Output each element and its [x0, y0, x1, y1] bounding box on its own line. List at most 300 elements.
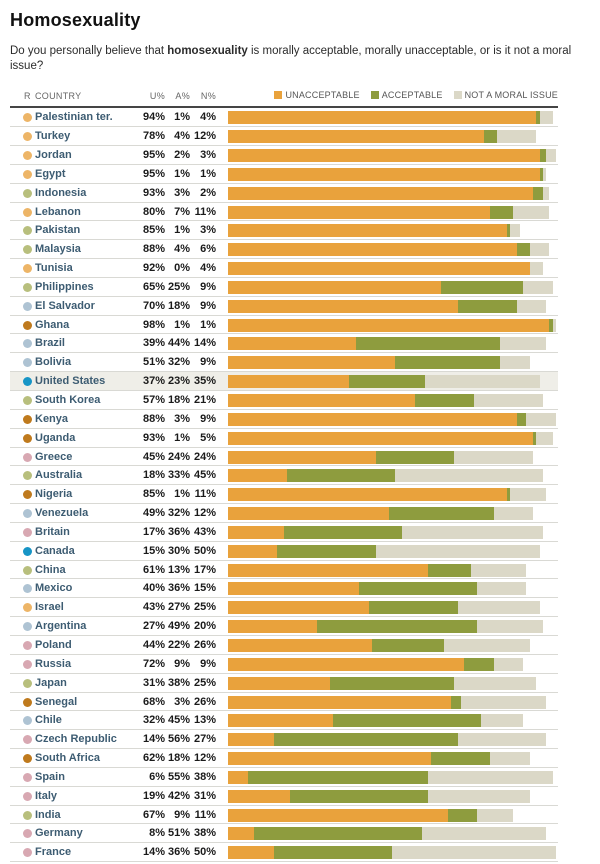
table-row[interactable] — [10, 485, 558, 504]
stacked-bar — [228, 507, 556, 520]
table-row[interactable] — [10, 353, 558, 372]
bar-segment-unacceptable — [228, 677, 330, 690]
bar-segment-unacceptable — [228, 130, 484, 143]
region-dot-icon — [23, 151, 32, 160]
bar-segment-not-moral-issue — [428, 790, 530, 803]
bar-segment-acceptable — [274, 733, 458, 746]
bar-segment-unacceptable — [228, 149, 540, 162]
bar-segment-unacceptable — [228, 394, 415, 407]
bar-segment-not-moral-issue — [481, 714, 524, 727]
column-header-country: COUNTRY — [35, 91, 82, 102]
bar-segment-unacceptable — [228, 752, 431, 765]
not-moral-issue-value: 6% — [200, 243, 216, 256]
bar-segment-not-moral-issue — [510, 224, 520, 237]
bar-segment-unacceptable — [228, 111, 536, 124]
country-label: Kenya — [35, 412, 69, 425]
region-dot-icon — [23, 415, 32, 424]
column-header-region: R — [24, 91, 31, 102]
stacked-bar — [228, 714, 556, 727]
unacceptable-value: 44% — [142, 638, 165, 651]
unacceptable-value: 31% — [142, 676, 165, 689]
unacceptable-value: 92% — [142, 262, 165, 275]
bar-segment-acceptable — [317, 620, 478, 633]
bar-segment-acceptable — [284, 526, 402, 539]
country-label: Palestinian ter. — [35, 111, 113, 124]
acceptable-value: 30% — [167, 544, 190, 557]
stacked-bar — [228, 752, 556, 765]
not-moral-issue-value: 13% — [193, 714, 216, 727]
region-dot-icon — [23, 773, 32, 782]
not-moral-issue-value: 26% — [193, 638, 216, 651]
acceptable-value: 1% — [174, 488, 190, 501]
unacceptable-value: 88% — [142, 412, 165, 425]
not-moral-issue-value: 9% — [200, 412, 216, 425]
stacked-bar — [228, 526, 556, 539]
stacked-bar — [228, 733, 556, 746]
region-dot-icon — [23, 792, 32, 801]
table-row[interactable] — [10, 749, 558, 768]
region-dot-icon — [23, 603, 32, 612]
region-dot-icon — [23, 509, 32, 518]
not-moral-issue-value: 17% — [193, 563, 216, 576]
bar-segment-not-moral-issue — [425, 375, 540, 388]
bar-segment-acceptable — [333, 714, 481, 727]
acceptable-value: 3% — [174, 412, 190, 425]
not-moral-issue-value: 3% — [200, 224, 216, 237]
country-label: India — [35, 808, 61, 821]
acceptable-value: 1% — [174, 431, 190, 444]
bar-segment-unacceptable — [228, 714, 333, 727]
region-dot-icon — [23, 584, 32, 593]
country-label: South Africa — [35, 752, 100, 765]
survey-question-post: is morally acceptable, morally unacceptable, or is it not a moral issue? — [10, 45, 572, 73]
bar-segment-acceptable — [533, 187, 543, 200]
not-moral-issue-value: 9% — [200, 657, 216, 670]
stacked-bar — [228, 281, 556, 294]
table-row[interactable] — [10, 561, 558, 580]
not-moral-issue-value: 26% — [193, 695, 216, 708]
acceptable-value: 24% — [167, 450, 190, 463]
region-dot-icon — [23, 208, 32, 217]
country-label: Italy — [35, 789, 58, 802]
acceptable-value: 9% — [174, 657, 190, 670]
table-row[interactable] — [10, 297, 558, 316]
bar-segment-unacceptable — [228, 281, 441, 294]
not-moral-issue-value: 35% — [193, 375, 216, 388]
table-row[interactable] — [10, 316, 558, 335]
bar-segment-not-moral-issue — [471, 564, 527, 577]
table-row[interactable] — [10, 787, 558, 806]
unacceptable-value: 17% — [142, 525, 165, 538]
acceptable-value: 0% — [174, 262, 190, 275]
stacked-bar — [228, 187, 556, 200]
table-row[interactable] — [10, 655, 558, 674]
bar-segment-acceptable — [248, 771, 428, 784]
stacked-bar — [228, 111, 556, 124]
bar-segment-unacceptable — [228, 206, 490, 219]
stacked-bar — [228, 337, 556, 350]
stacked-bar — [228, 243, 556, 256]
legend-item-not-moral-issue — [454, 90, 558, 100]
region-dot-icon — [23, 566, 32, 575]
not-moral-issue-swatch-icon — [454, 91, 462, 99]
bar-segment-unacceptable — [228, 827, 254, 840]
region-dot-icon — [23, 434, 32, 443]
unacceptable-value: 61% — [142, 563, 165, 576]
country-label: Turkey — [35, 130, 71, 143]
region-dot-icon — [23, 283, 32, 292]
table-row[interactable] — [10, 108, 558, 127]
country-label: Uganda — [35, 431, 76, 444]
not-moral-issue-value: 1% — [200, 167, 216, 180]
country-label: South Korea — [35, 394, 101, 406]
table-row[interactable] — [10, 579, 558, 598]
bar-segment-not-moral-issue — [517, 300, 547, 313]
country-label: Czech Republic — [35, 733, 117, 746]
bar-segment-unacceptable — [228, 337, 356, 350]
bar-segment-unacceptable — [228, 413, 517, 426]
table-row[interactable] — [10, 184, 558, 203]
page-title: Homosexuality — [10, 10, 141, 30]
unacceptable-value: 39% — [142, 337, 165, 350]
stacked-bar — [228, 319, 556, 332]
bar-segment-acceptable — [330, 677, 455, 690]
acceptable-value: 4% — [174, 243, 190, 256]
region-dot-icon — [23, 716, 32, 725]
region-dot-icon — [23, 377, 32, 386]
unacceptable-value: 15% — [142, 544, 165, 557]
not-moral-issue-value: 1% — [200, 318, 216, 331]
not-moral-issue-value: 4% — [200, 262, 216, 275]
country-label: Israel — [35, 601, 64, 614]
stacked-bar — [228, 564, 556, 577]
unacceptable-value: 62% — [142, 752, 165, 765]
not-moral-issue-value: 9% — [200, 280, 216, 293]
country-label: Indonesia — [35, 186, 87, 199]
bar-segment-acceptable — [254, 827, 421, 840]
region-dot-icon — [23, 396, 32, 405]
table-row[interactable] — [10, 466, 558, 485]
table-row[interactable] — [10, 542, 558, 561]
bar-segment-not-moral-issue — [540, 111, 553, 124]
table-row[interactable] — [10, 617, 558, 636]
unacceptable-value: 14% — [142, 846, 165, 859]
acceptable-value: 7% — [174, 205, 190, 218]
column-header-acceptable: A% — [175, 91, 190, 102]
region-dot-icon — [23, 641, 32, 650]
bar-segment-unacceptable — [228, 545, 277, 558]
unacceptable-value: 93% — [142, 186, 165, 199]
table-row[interactable] — [10, 334, 558, 353]
bar-segment-unacceptable — [228, 846, 274, 859]
stacked-bar — [228, 620, 556, 633]
stacked-bar — [228, 658, 556, 671]
region-dot-icon — [23, 698, 32, 707]
bar-segment-acceptable — [359, 582, 477, 595]
column-header-unacceptable: U% — [149, 91, 165, 102]
bar-segment-unacceptable — [228, 224, 507, 237]
stacked-bar — [228, 545, 556, 558]
stacked-bar — [228, 677, 556, 690]
bar-segment-acceptable — [490, 206, 513, 219]
not-moral-issue-value: 50% — [193, 544, 216, 557]
unacceptable-value: 95% — [142, 167, 165, 180]
legend-item-acceptable — [371, 90, 443, 100]
country-label: Nigeria — [35, 488, 73, 501]
bar-segment-not-moral-issue — [530, 262, 543, 275]
stacked-bar — [228, 790, 556, 803]
unacceptable-value: 80% — [142, 205, 165, 218]
region-dot-icon — [23, 547, 32, 556]
not-moral-issue-value: 9% — [200, 356, 216, 369]
stacked-bar — [228, 488, 556, 501]
bar-segment-not-moral-issue — [546, 149, 556, 162]
country-label: Venezuela — [35, 507, 89, 520]
unacceptable-value: 88% — [142, 243, 165, 256]
bar-segment-not-moral-issue — [474, 394, 543, 407]
table-row[interactable] — [10, 165, 558, 184]
region-dot-icon — [23, 811, 32, 820]
unacceptable-value: 19% — [142, 789, 165, 802]
bar-segment-not-moral-issue — [494, 658, 524, 671]
region-dot-icon — [23, 245, 32, 254]
bar-segment-not-moral-issue — [428, 771, 553, 784]
bar-segment-acceptable — [369, 601, 458, 614]
country-label: Spain — [35, 770, 65, 783]
bar-segment-acceptable — [376, 451, 455, 464]
country-label: France — [35, 846, 72, 859]
bar-segment-acceptable — [356, 337, 500, 350]
country-label: Canada — [35, 544, 75, 557]
not-moral-issue-value: 43% — [193, 525, 216, 538]
stacked-bar — [228, 432, 556, 445]
region-dot-icon — [23, 113, 32, 122]
acceptable-value: 38% — [167, 676, 190, 689]
country-label: Chile — [35, 714, 62, 727]
unacceptable-value: 51% — [142, 356, 165, 369]
table-row[interactable] — [10, 824, 558, 843]
unacceptable-value: 18% — [142, 469, 165, 482]
unacceptable-value: 78% — [142, 130, 165, 143]
region-dot-icon — [23, 471, 32, 480]
bar-segment-not-moral-issue — [422, 827, 547, 840]
not-moral-issue-value: 38% — [193, 827, 216, 840]
bar-segment-not-moral-issue — [392, 846, 556, 859]
acceptable-value: 22% — [167, 638, 190, 651]
unacceptable-value: 98% — [142, 318, 165, 331]
acceptable-value: 13% — [167, 563, 190, 576]
table-row[interactable] — [10, 674, 558, 693]
bar-segment-unacceptable — [228, 319, 549, 332]
country-label: Tunisia — [35, 262, 73, 275]
bar-segment-not-moral-issue — [477, 582, 526, 595]
table-row[interactable] — [10, 806, 558, 825]
not-moral-issue-value: 12% — [193, 507, 216, 520]
stacked-bar — [228, 696, 556, 709]
table-row[interactable] — [10, 372, 558, 391]
table-row[interactable] — [10, 127, 558, 146]
region-dot-icon — [23, 679, 32, 688]
stacked-bar — [228, 469, 556, 482]
bar-segment-acceptable — [517, 243, 530, 256]
unacceptable-value: 43% — [142, 601, 165, 614]
bar-segment-unacceptable — [228, 696, 451, 709]
table-row[interactable] — [10, 523, 558, 542]
stacked-bar — [228, 413, 556, 426]
not-moral-issue-value: 11% — [194, 488, 216, 501]
acceptable-value: 51% — [167, 827, 190, 840]
table-row[interactable] — [10, 843, 558, 862]
not-moral-issue-value: 21% — [193, 394, 216, 406]
bar-segment-not-moral-issue — [510, 488, 546, 501]
table-header — [10, 88, 558, 108]
unacceptable-value: 94% — [142, 111, 165, 124]
stacked-bar — [228, 130, 556, 143]
acceptable-value: 2% — [174, 149, 190, 162]
bar-segment-unacceptable — [228, 790, 290, 803]
acceptable-value: 3% — [174, 695, 190, 708]
table-row[interactable] — [10, 146, 558, 165]
country-label: Malaysia — [35, 243, 81, 256]
bar-segment-not-moral-issue — [500, 356, 530, 369]
bar-segment-not-moral-issue — [477, 620, 543, 633]
unacceptable-value: 67% — [142, 808, 165, 821]
table-row[interactable] — [10, 429, 558, 448]
unacceptable-value: 57% — [142, 394, 165, 406]
bar-segment-unacceptable — [228, 639, 372, 652]
unacceptable-value: 49% — [142, 507, 165, 520]
unacceptable-value: 37% — [142, 375, 165, 388]
country-label: China — [35, 563, 66, 576]
table-row[interactable] — [10, 391, 558, 410]
bar-segment-acceptable — [431, 752, 490, 765]
region-dot-icon — [23, 453, 32, 462]
country-label: United States — [35, 375, 106, 388]
table-row[interactable] — [10, 221, 558, 240]
bar-segment-unacceptable — [228, 771, 248, 784]
stacked-bar — [228, 262, 556, 275]
bar-segment-not-moral-issue — [458, 733, 547, 746]
country-label: Pakistan — [35, 224, 81, 237]
acceptable-value: 45% — [167, 714, 190, 727]
country-label: Philippines — [35, 280, 94, 293]
acceptable-value: 55% — [167, 770, 190, 783]
bar-segment-not-moral-issue — [454, 677, 536, 690]
unacceptable-value: 72% — [142, 657, 165, 670]
table-row[interactable] — [10, 504, 558, 523]
bar-segment-acceptable — [517, 413, 527, 426]
stacked-bar — [228, 827, 556, 840]
region-dot-icon — [23, 754, 32, 763]
region-dot-icon — [23, 264, 32, 273]
table-row[interactable] — [10, 711, 558, 730]
survey-question — [10, 44, 582, 74]
not-moral-issue-value: 11% — [194, 205, 216, 218]
acceptable-value: 18% — [167, 752, 190, 765]
unacceptable-value: 65% — [142, 280, 165, 293]
acceptable-value: 1% — [174, 224, 190, 237]
acceptable-value: 36% — [167, 846, 190, 859]
table-row[interactable] — [10, 693, 558, 712]
survey-question-pre: Do you personally believe that — [10, 45, 168, 57]
table-row[interactable] — [10, 203, 558, 222]
table-row[interactable] — [10, 636, 558, 655]
bar-segment-acceptable — [448, 809, 478, 822]
bar-segment-not-moral-issue — [402, 526, 543, 539]
unacceptable-value: 6% — [149, 770, 165, 783]
acceptable-value: 33% — [167, 469, 190, 482]
acceptable-value: 9% — [174, 808, 190, 821]
stacked-bar — [228, 356, 556, 369]
acceptable-value: 27% — [167, 601, 190, 614]
bar-segment-not-moral-issue — [553, 319, 556, 332]
not-moral-issue-value: 12% — [193, 130, 216, 143]
acceptable-value: 32% — [167, 356, 190, 369]
bar-segment-not-moral-issue — [490, 752, 529, 765]
table-row[interactable] — [10, 768, 558, 787]
stacked-bar — [228, 809, 556, 822]
not-moral-issue-value: 12% — [193, 752, 216, 765]
acceptable-value: 49% — [167, 620, 190, 633]
table-row[interactable] — [10, 240, 558, 259]
bar-segment-not-moral-issue — [543, 187, 550, 200]
bar-segment-not-moral-issue — [444, 639, 529, 652]
table-row[interactable] — [10, 598, 558, 617]
stacked-bar — [228, 601, 556, 614]
unacceptable-value: 93% — [142, 431, 165, 444]
bar-segment-not-moral-issue — [458, 601, 540, 614]
bar-segment-unacceptable — [228, 658, 464, 671]
bar-segment-acceptable — [395, 356, 500, 369]
bar-segment-acceptable — [451, 696, 461, 709]
bar-segment-unacceptable — [228, 168, 540, 181]
stacked-bar — [228, 168, 556, 181]
country-label: Japan — [35, 676, 67, 689]
bar-segment-unacceptable — [228, 262, 530, 275]
stacked-bar — [228, 639, 556, 652]
not-moral-issue-value: 3% — [200, 149, 216, 162]
not-moral-issue-value: 25% — [193, 601, 216, 614]
country-label: Ghana — [35, 318, 70, 331]
bar-segment-acceptable — [458, 300, 517, 313]
region-dot-icon — [23, 358, 32, 367]
bar-segment-unacceptable — [228, 733, 274, 746]
not-moral-issue-value: 4% — [200, 111, 216, 124]
bar-segment-unacceptable — [228, 451, 376, 464]
country-label: Lebanon — [35, 205, 81, 218]
stacked-bar — [228, 300, 556, 313]
legend-label: ACCEPTABLE — [381, 90, 443, 101]
bar-segment-not-moral-issue — [543, 168, 546, 181]
bar-segment-unacceptable — [228, 375, 349, 388]
table-row[interactable] — [10, 410, 558, 429]
acceptable-value: 1% — [174, 318, 190, 331]
country-label: Germany — [35, 827, 83, 840]
bar-segment-unacceptable — [228, 356, 395, 369]
table-row[interactable] — [10, 730, 558, 749]
legend-label: UNACCEPTABLE — [285, 90, 360, 101]
table-row[interactable] — [10, 278, 558, 297]
bar-segment-unacceptable — [228, 601, 369, 614]
bar-segment-not-moral-issue — [513, 206, 549, 219]
table-row[interactable] — [10, 448, 558, 467]
acceptable-value: 23% — [167, 375, 190, 388]
unacceptable-value: 68% — [142, 695, 165, 708]
region-dot-icon — [23, 321, 32, 330]
region-dot-icon — [23, 660, 32, 669]
table-row[interactable] — [10, 259, 558, 278]
bar-segment-unacceptable — [228, 582, 359, 595]
